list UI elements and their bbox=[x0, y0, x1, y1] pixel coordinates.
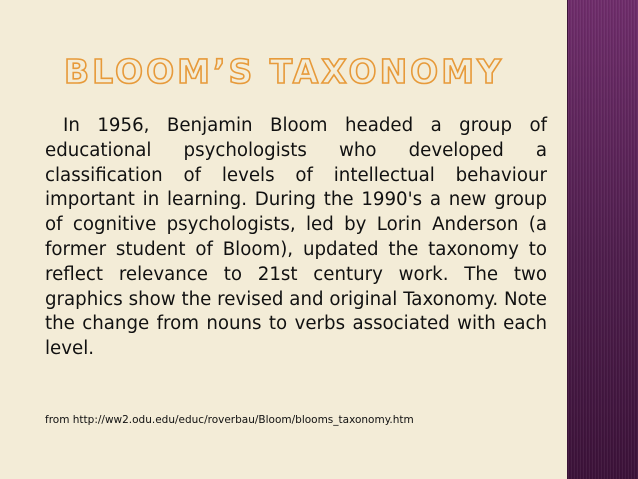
source-citation: from http://ww2.odu.edu/educ/roverbau/Bloom/blooms_taxonomy.htm bbox=[45, 414, 414, 426]
slide-paragraph: In 1956, Benjamin Bloom headed a group of educational psychologists who developed a classification of levels of intellectual behaviour important in learning. During the 1990's a new group of cognitive psychologists, led by Lorin Anderson (a former student of Bloom), updated the taxonomy to reflect relevance to 21st century work. The two graphics show the revised and original Taxonomy. Note the change from nouns to verbs associated with each level. bbox=[45, 115, 547, 360]
decorative-sidebar bbox=[567, 0, 638, 479]
slide-title: BLOOM’S TAXONOMY bbox=[64, 52, 504, 91]
